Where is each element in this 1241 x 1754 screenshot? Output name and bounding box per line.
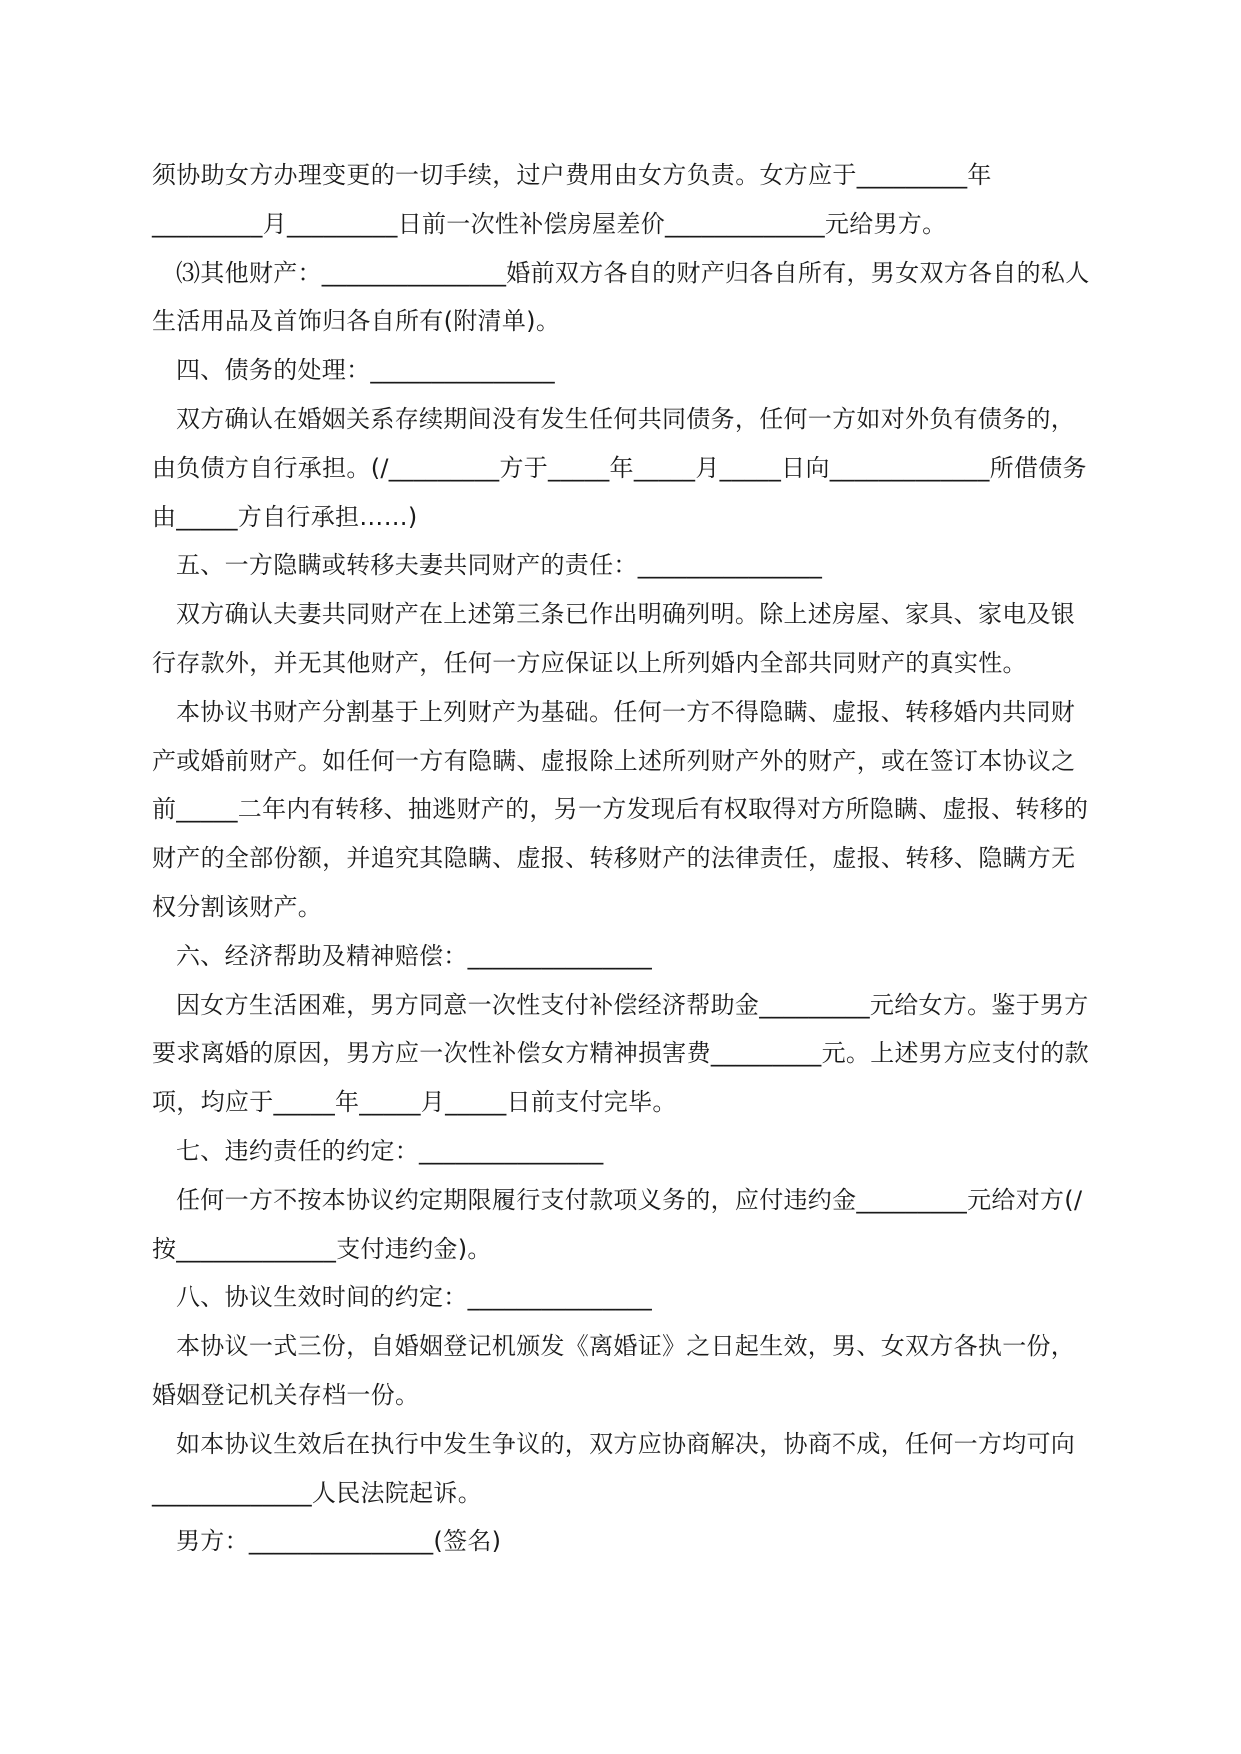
- paragraph-property-division: 本协议书财产分割基于上列财产为基础。任何一方不得隐瞒、虚报、转移婚内共同财产或婚前财产。如任何一方有隐瞒、虚报除上述所列财产外的财产，或在签订本协议之前_____二年内有转移、抽逃财产的，另一方发现后有权取得对方所隐瞒、虚报、转移的财产的全部份额，并追究其隐瞒、虚报、转移财产的法律责任，虚报、转移、隐瞒方无权分割该财产。: [152, 697, 1089, 921]
- heading-economic-aid: 六、经济帮助及精神赔偿：_______________: [176, 941, 653, 970]
- paragraph-other-property: ⑶其他财产：_______________婚前双方各自的财产归各自所有，男女双方各自的私人生活用品及首饰归各自所有(附清单)。: [152, 258, 1090, 336]
- signature-line-male: 男方：_______________(签名): [176, 1527, 502, 1556]
- document-body: [152, 151, 1092, 1566]
- paragraph-transfer-procedure: 须协助女方办理变更的一切手续，过户费用由女方负责。女方应于_________年_________月_________日前一次性补偿房屋差价_____________元给男方。: [152, 161, 992, 238]
- paragraph-breach-liability: 任何一方不按本协议约定期限履行支付款项义务的，应付违约金_________元给对方(/按_____________支付违约金)。: [152, 1185, 1083, 1263]
- paragraph-copies: 本协议一式三份，自婚姻登记机颁发《离婚证》之日起生效，男、女双方各执一份，婚姻登记机关存档一份。: [152, 1332, 1076, 1409]
- paragraph-property-confirmation: 双方确认夫妻共同财产在上述第三条已作出明确列明。除上述房屋、家具、家电及银行存款外，并无其他财产，任何一方应保证以上所列婚内全部共同财产的真实性。: [152, 600, 1076, 677]
- heading-debt-handling: 四、债务的处理：_______________: [176, 356, 555, 385]
- heading-effective-time: 八、协议生效时间的约定：_______________: [176, 1283, 653, 1312]
- paragraph-debt-confirmation: 双方确认在婚姻关系存续期间没有发生任何共同债务，任何一方如对外负有债务的，由负债方自行承担。(/_________方于_____年_____月_____日向_____________所借债务由_____方自行承担……): [152, 404, 1087, 531]
- paragraph-dispute: 如本协议生效后在执行中发生争议的，双方应协商解决，协商不成，任何一方均可向_____________人民法院起诉。: [152, 1429, 1076, 1507]
- heading-breach-liability: 七、违约责任的约定：_______________: [176, 1136, 604, 1165]
- paragraph-economic-aid: 因女方生活困难，男方同意一次性支付补偿经济帮助金_________元给女方。鉴于男方要求离婚的原因，男方应一次性补偿女方精神损害费_________元。上述男方应支付的款项，均应于_____年_____月_____日前支付完毕。: [152, 990, 1089, 1117]
- heading-concealment-liability: 五、一方隐瞒或转移夫妻共同财产的责任：_______________: [176, 551, 823, 580]
